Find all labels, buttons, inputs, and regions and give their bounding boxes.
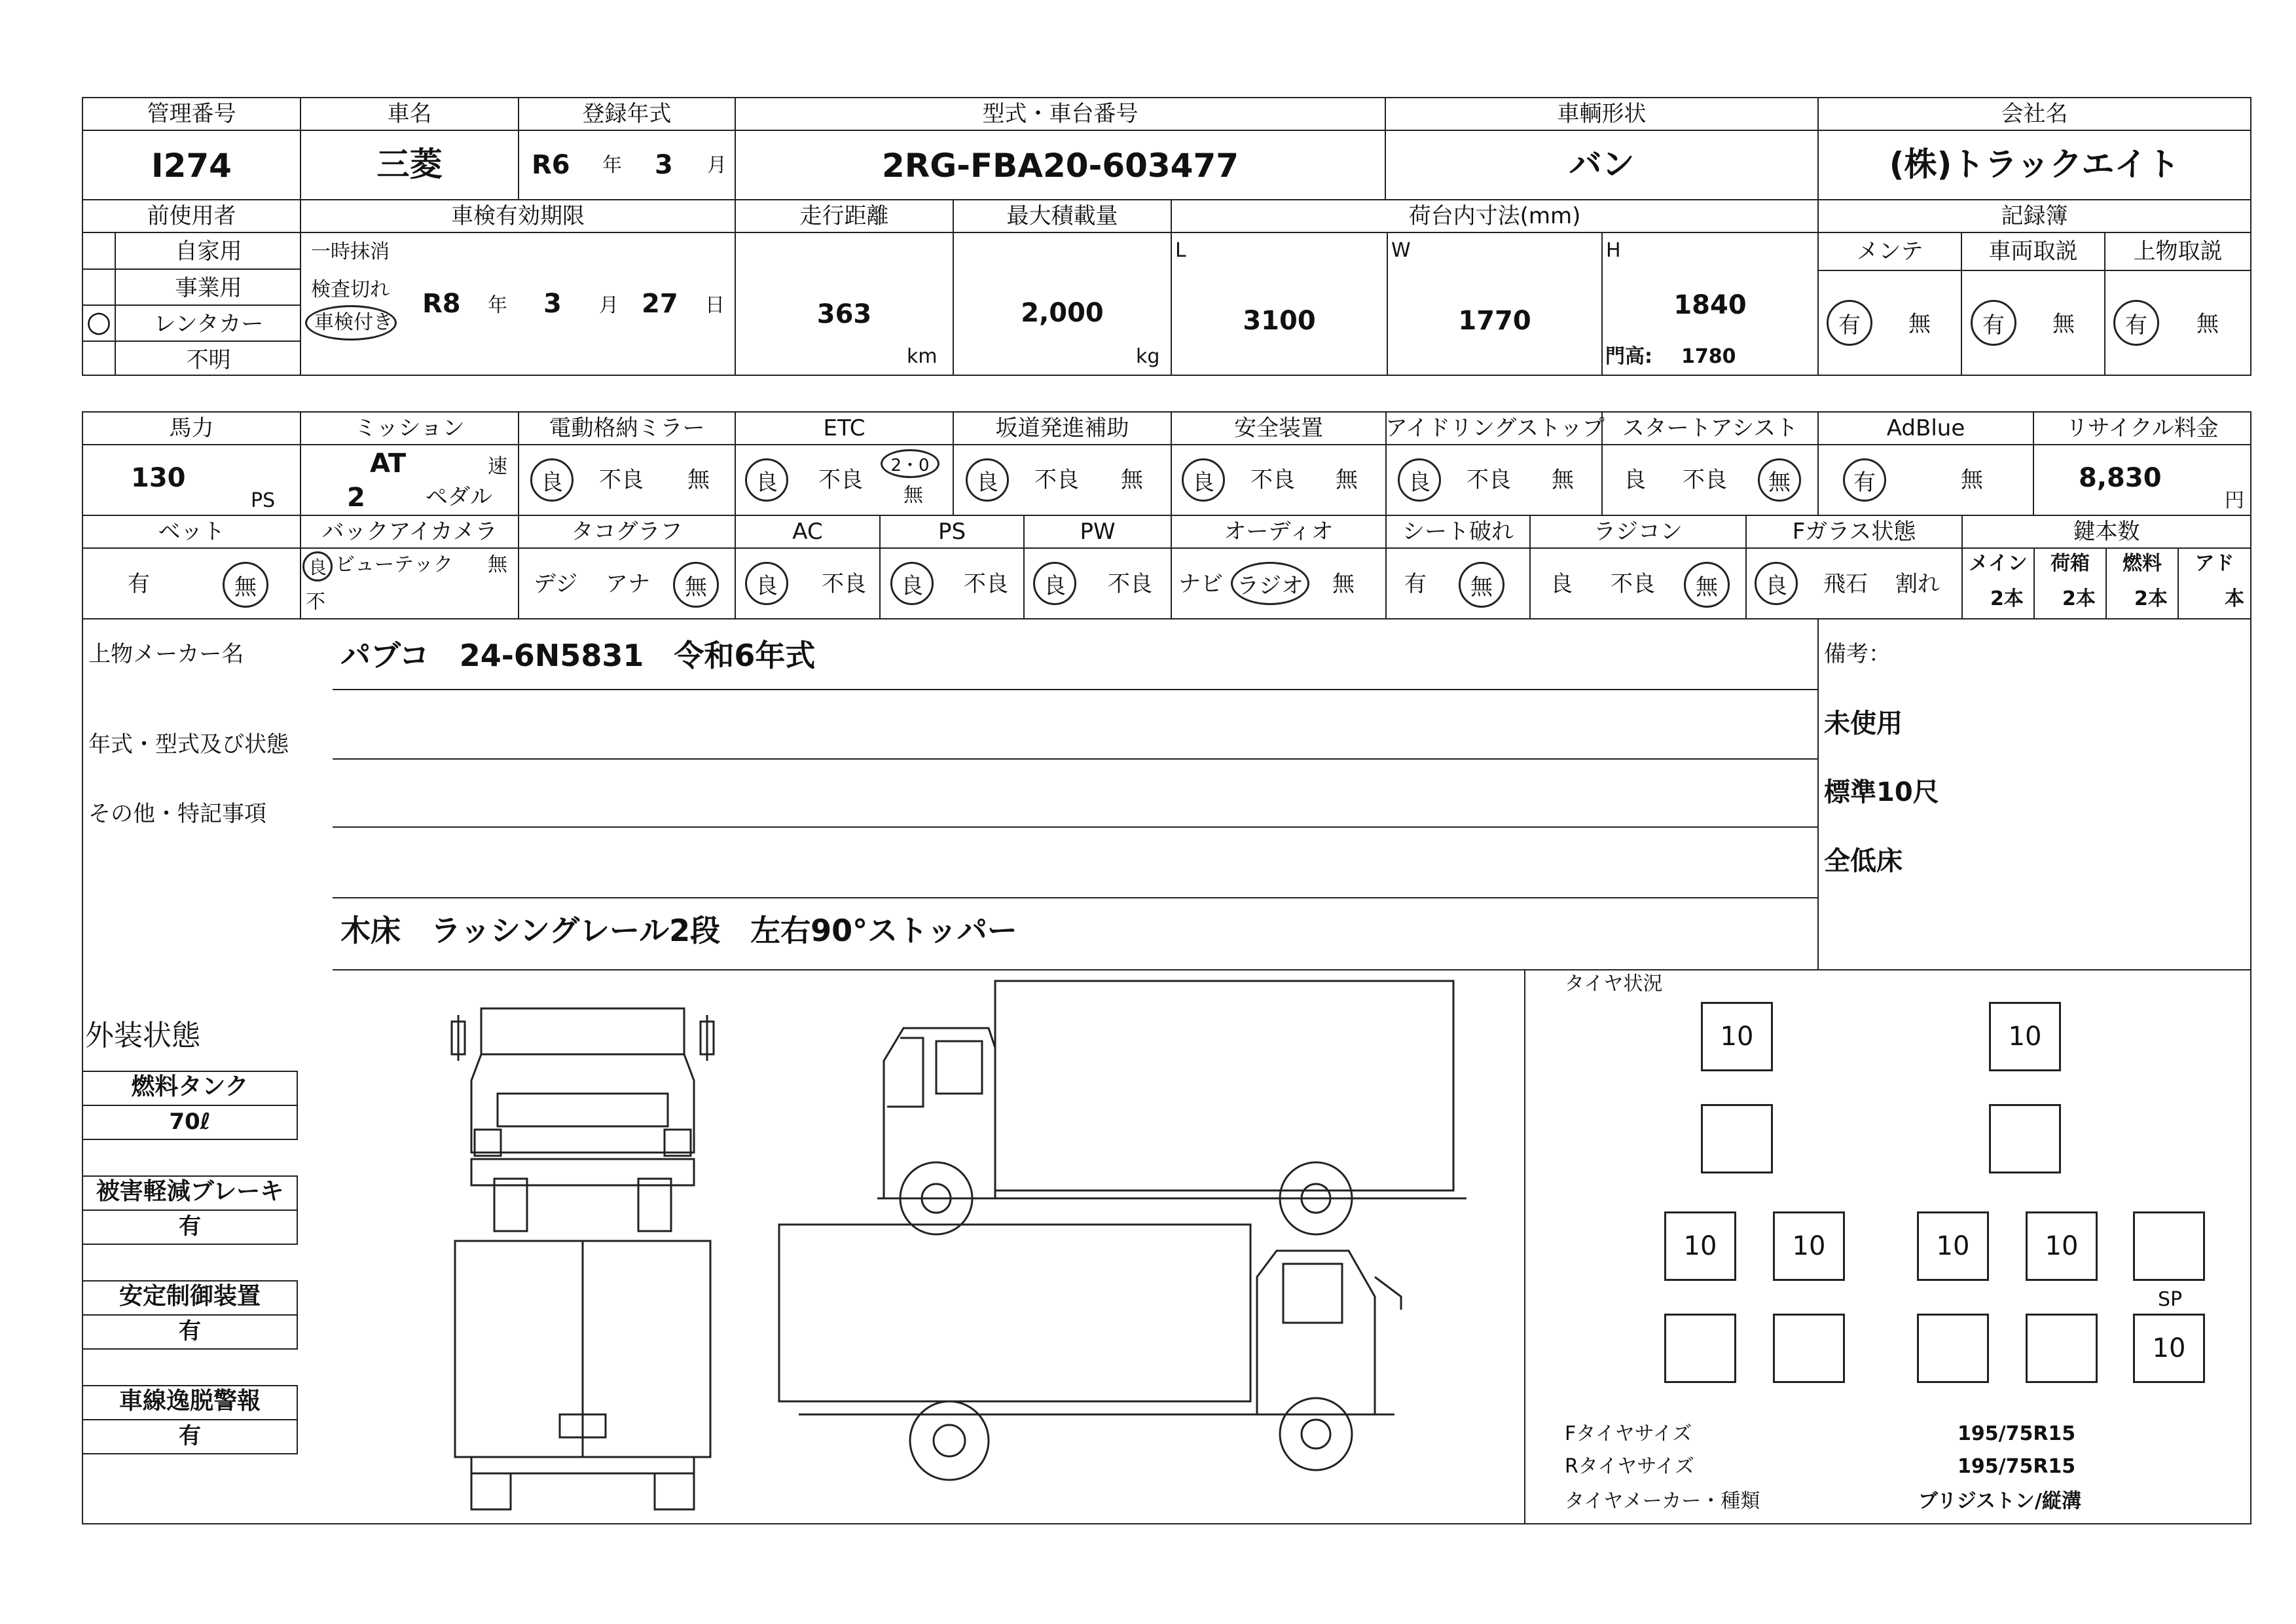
fuel-tank-label: 燃料タンク: [131, 1073, 249, 1100]
label-hill-assist: 坂道発進補助: [995, 415, 1129, 441]
idling-bad: 不良: [1467, 467, 1511, 493]
label-kaisha: 会社名: [2001, 101, 2068, 127]
prev-user-jigyo: 事業用: [175, 275, 242, 301]
shaken-day: 27: [642, 289, 678, 319]
label-mirror: 電動格納ミラー: [549, 415, 705, 441]
shaken-month: 3: [543, 289, 562, 319]
mission-speed: 2: [347, 483, 365, 513]
katashiki-value: 2RG-FBA20-603477: [881, 147, 1239, 185]
etc-bad: 不良: [818, 467, 863, 493]
label-glass: Fガラス状態: [1792, 519, 1916, 545]
adblue-yes: 有: [1843, 458, 1886, 502]
camera-bad: 不: [306, 591, 325, 614]
start-assist-none: 無: [1758, 458, 1801, 502]
tacho-none: 無: [673, 562, 719, 608]
collision-brake-value: 有: [179, 1213, 201, 1240]
prev-user-rental: レンタカー: [153, 311, 264, 337]
shaken-opt-tsuki: 車検付き: [314, 311, 393, 334]
ac-bad: 不良: [822, 571, 866, 597]
key-main-count: 2本: [1990, 587, 2024, 610]
shaken-opt-massho: 一時抹消: [311, 240, 390, 263]
etc-good: 良: [745, 458, 788, 502]
label-keys: 鍵本数: [2073, 519, 2140, 545]
kanri-value: I274: [151, 147, 232, 185]
toroku-month: 3: [655, 150, 673, 180]
hill-bad: 不良: [1034, 467, 1079, 493]
truck-rear-view: [445, 1238, 720, 1513]
label-toroku: 登録年式: [582, 101, 672, 127]
gate-height-value: 1780: [1681, 345, 1736, 368]
shaken-year-unit: 年: [488, 294, 507, 317]
toroku-month-unit: 月: [707, 154, 727, 177]
kiroku-sharyo-yes: 有: [1971, 300, 2016, 346]
remote-good: 良: [1550, 571, 1573, 597]
shaken-day-unit: 日: [705, 294, 725, 317]
dim-w-value: 1770: [1458, 306, 1531, 336]
prev-user-marker: ○: [86, 305, 112, 339]
seat-yes: 有: [1404, 571, 1427, 597]
tire-rear-left-outer: 10: [1664, 1211, 1736, 1281]
label-audio: オーディオ: [1224, 519, 1334, 545]
remote-bad: 不良: [1611, 571, 1655, 597]
label-hp: 馬力: [169, 415, 214, 441]
toroku-era: R6: [532, 150, 570, 180]
label-start-assist: スタートアシスト: [1622, 415, 1798, 441]
label-recycle: リサイクル料金: [2066, 415, 2219, 441]
tire-rear-left-outer-2: [1664, 1314, 1736, 1383]
key-ad-label: アド: [2195, 552, 2234, 575]
label-kiroku: 記録簿: [2001, 203, 2068, 229]
label-soko: 走行距離: [799, 203, 889, 229]
max-load-value: 2,000: [1021, 298, 1104, 328]
label-pw: PW: [1080, 519, 1116, 545]
mirror-bad: 不良: [599, 467, 644, 493]
label-adblue: AdBlue: [1886, 415, 1965, 441]
label-camera: バックアイカメラ: [321, 519, 498, 545]
label-shaken: 車検有効期限: [451, 203, 585, 229]
spare-label: SP: [2158, 1288, 2183, 1311]
mirror-none: 無: [687, 467, 710, 493]
kiroku-uwamono-label: 上物取説: [2133, 238, 2223, 265]
glass-chip: 飛石: [1823, 571, 1868, 597]
tire-front-left-spare-slot: [1701, 1104, 1773, 1173]
tire-maker-value: ブリジストン/縦溝: [1918, 1490, 2081, 1513]
prev-user-jikayo: 自家用: [175, 238, 242, 265]
camera-none: 無: [488, 553, 507, 576]
kiroku-sharyo-label: 車両取説: [1988, 238, 2078, 265]
remote-none: 無: [1684, 562, 1730, 608]
maker-value: パブコ 24-6N5831 令和6年式: [340, 638, 816, 673]
gate-height-label: 門高:: [1605, 345, 1652, 368]
exterior-title: 外装状態: [85, 1019, 200, 1052]
dim-h-value: 1840: [1673, 290, 1747, 320]
kiroku-sharyo-no: 無: [2052, 311, 2075, 337]
dim-h-label: H: [1606, 239, 1621, 262]
key-cargo-count: 2本: [2062, 587, 2096, 610]
tire-front-right: 10: [1989, 1002, 2061, 1071]
bed-yes: 有: [128, 571, 150, 597]
truck-front-view: [445, 989, 720, 1238]
max-load-unit: kg: [1136, 345, 1160, 368]
label-seat: シート破れ: [1402, 519, 1514, 545]
start-assist-bad: 不良: [1683, 467, 1727, 493]
remarks-line-2: 標準10尺: [1824, 777, 1939, 807]
bed-none: 無: [223, 562, 268, 608]
recycle-unit: 円: [2225, 489, 2244, 512]
label-max-seki: 最大積載量: [1006, 203, 1118, 229]
label-nidai: 荷台内寸法(mm): [1408, 203, 1581, 229]
remarks-label: 備考：: [1824, 641, 1891, 667]
kiroku-mente-yes: 有: [1827, 300, 1872, 346]
kiroku-mente-no: 無: [1908, 311, 1931, 337]
other-notes-label: その他・特記事項: [88, 801, 266, 827]
key-ad-count: 本: [2225, 587, 2244, 610]
glass-good: 良: [1755, 562, 1798, 605]
hill-none: 無: [1121, 467, 1143, 493]
pw-good: 良: [1033, 562, 1076, 605]
key-fuel-count: 2本: [2134, 587, 2168, 610]
label-remote: ラジコン: [1594, 519, 1683, 545]
maker-label: 上物メーカー名: [88, 641, 244, 667]
mileage-unit: km: [907, 345, 938, 368]
mirror-good: 良: [530, 458, 574, 502]
tire-rear-left-inner: 10: [1773, 1211, 1845, 1281]
label-ac: AC: [792, 519, 823, 545]
key-cargo-label: 荷箱: [2050, 552, 2090, 575]
year-model-label: 年式・型式及び状態: [88, 731, 289, 758]
hp-value: 130: [131, 463, 186, 493]
tire-rear-right-outer-2: [2026, 1314, 2098, 1383]
idling-good: 良: [1398, 458, 1441, 502]
ps-bad: 不良: [964, 571, 1008, 597]
kiroku-uwamono-yes: 有: [2113, 300, 2159, 346]
r-tire-size-value: 195/75R15: [1958, 1455, 2076, 1478]
audio-none: 無: [1332, 571, 1355, 597]
ac-good: 良: [745, 562, 788, 605]
tire-status-title: タイヤ状況: [1565, 972, 1663, 995]
stability-value: 有: [179, 1318, 201, 1344]
label-keijo: 車輌形状: [1557, 101, 1647, 127]
stability-label: 安定制御装置: [118, 1283, 261, 1310]
lane-departure-value: 有: [179, 1423, 201, 1449]
fuel-tank-value: 70ℓ: [169, 1109, 211, 1135]
tire-rear-left-inner-2: [1773, 1314, 1845, 1383]
label-idling-stop: アイドリングストップ: [1385, 415, 1605, 441]
remarks-line-1: 未使用: [1824, 709, 1903, 739]
r-tire-size-label: Rタイヤサイズ: [1565, 1455, 1694, 1478]
tire-spare: 10: [2133, 1314, 2205, 1383]
tire-front-left: 10: [1701, 1002, 1773, 1071]
tire-extra-slot: [2133, 1211, 2205, 1281]
tire-rear-right-inner: 10: [1917, 1211, 1989, 1281]
collision-brake-label: 被害軽減ブレーキ: [96, 1178, 284, 1205]
label-bed: ベット: [158, 519, 225, 545]
start-assist-good: 良: [1624, 467, 1646, 493]
special-notes-line: 木床 ラッシングレール2段 左右90°ストッパー: [340, 913, 1017, 948]
camera-brand: ビューテック: [335, 553, 453, 576]
label-kanri: 管理番号: [147, 101, 236, 127]
pw-bad: 不良: [1108, 571, 1152, 597]
key-fuel-label: 燃料: [2123, 552, 2162, 575]
label-katashiki: 型式・車台番号: [982, 101, 1139, 127]
kiroku-uwamono-no: 無: [2196, 311, 2219, 337]
dim-w-label: W: [1391, 239, 1411, 262]
truck-right-side-view: [773, 1218, 1460, 1506]
remarks-line-3: 全低床: [1824, 846, 1903, 876]
tacho-digi: デジ: [534, 571, 578, 597]
label-mission: ミッション: [354, 415, 465, 441]
etc-version: 2・0: [881, 449, 939, 478]
glass-crack: 割れ: [1895, 571, 1940, 597]
hp-unit: PS: [251, 489, 276, 512]
dim-l-value: 3100: [1243, 306, 1316, 336]
mission-pedal: ペダル: [426, 484, 492, 510]
shaken-circle-mark: [305, 305, 397, 341]
label-tacho: タコグラフ: [571, 519, 683, 545]
shaken-month-unit: 月: [599, 294, 619, 317]
tire-maker-label: タイヤメーカー・種類: [1565, 1490, 1760, 1513]
adblue-none: 無: [1961, 467, 1983, 493]
mission-type: AT: [370, 449, 407, 479]
label-ps: PS: [938, 519, 966, 545]
label-shamei: 車名: [387, 101, 432, 127]
safety-good: 良: [1182, 458, 1225, 502]
idling-none: 無: [1552, 467, 1574, 493]
safety-bad: 不良: [1250, 467, 1295, 493]
f-tire-size-label: Fタイヤサイズ: [1565, 1422, 1692, 1445]
tire-rear-right-outer: 10: [2026, 1211, 2098, 1281]
tire-rear-right-inner-2: [1917, 1314, 1989, 1383]
kaisha-value: (株)トラックエイト: [1889, 145, 2180, 183]
label-safety: 安全装置: [1234, 415, 1323, 441]
key-main-label: メイン: [1969, 552, 2028, 575]
ps-good: 良: [890, 562, 934, 605]
hill-good: 良: [966, 458, 1009, 502]
dim-l-label: L: [1175, 239, 1186, 262]
lane-departure-label: 車線逸脱警報: [118, 1388, 261, 1414]
recycle-value: 8,830: [2079, 463, 2162, 493]
f-tire-size-value: 195/75R15: [1958, 1422, 2076, 1445]
tacho-ana: アナ: [606, 571, 650, 597]
etc-none: 無: [903, 484, 923, 507]
keijo-value: バン: [1569, 145, 1635, 183]
tire-front-right-spare-slot: [1989, 1104, 2061, 1173]
toroku-year-unit: 年: [602, 154, 622, 177]
shaken-opt-kire: 検査切れ: [311, 278, 390, 301]
kiroku-mente-label: メンテ: [1856, 238, 1923, 265]
label-zen-shiyo: 前使用者: [147, 203, 236, 229]
camera-good: 良: [302, 551, 333, 581]
shaken-era: R8: [422, 289, 461, 319]
shamei-value: 三菱: [376, 145, 443, 183]
mileage-value: 363: [816, 299, 872, 329]
prev-user-fumei: 不明: [186, 347, 231, 373]
audio-radio: ラジオ: [1231, 562, 1309, 605]
seat-none: 無: [1459, 562, 1504, 608]
mission-speed-unit: 速: [488, 455, 507, 478]
label-etc: ETC: [823, 415, 866, 441]
audio-navi: ナビ: [1178, 571, 1223, 597]
safety-none: 無: [1336, 467, 1358, 493]
truck-left-side-view: [838, 976, 1467, 1238]
